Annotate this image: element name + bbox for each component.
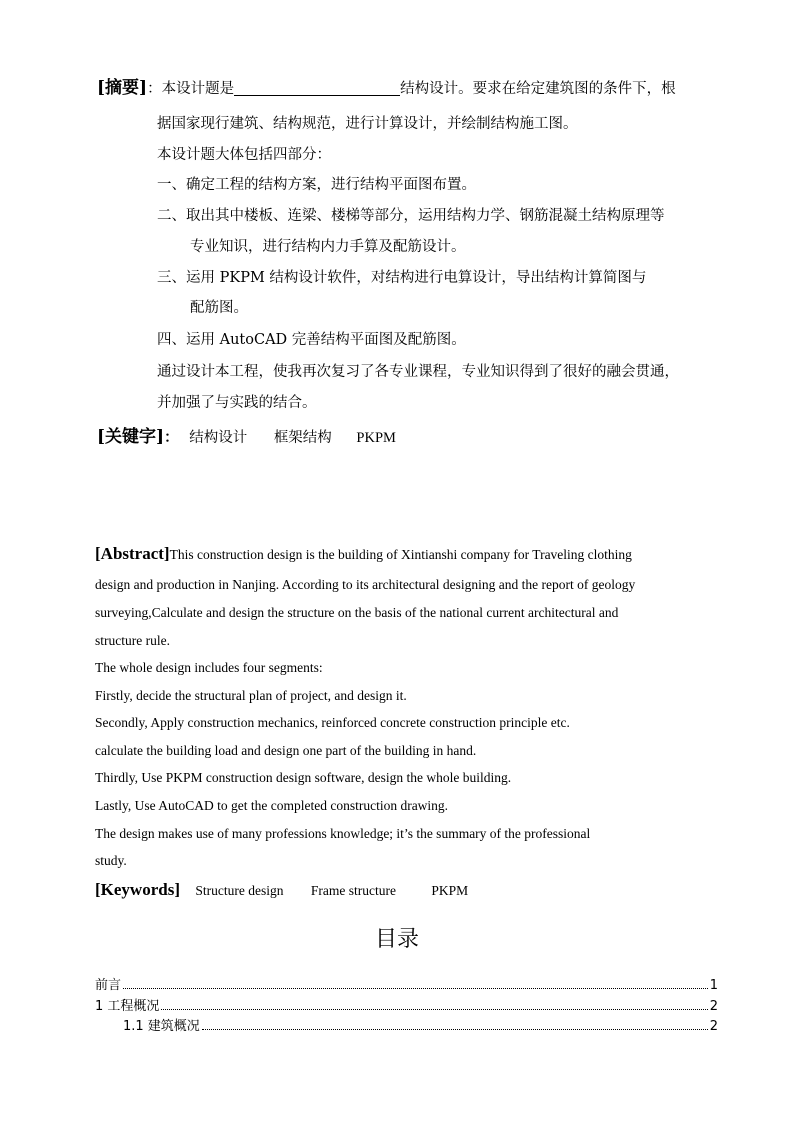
keywords-cn-colon: ：	[164, 429, 179, 446]
abstract-en-line-2: design and production in Nanjing. According to its architectural designing and the report of geology	[95, 577, 636, 592]
abstract-en-line-4: structure rule.	[95, 633, 170, 648]
abstract-en-line-5: The whole design includes four segments:	[95, 660, 323, 675]
abstract-cn-item-2a: 二、取出其中楼板、连梁、楼梯等部分，运用结构力学、钢筋混凝土结构原理等	[157, 208, 665, 224]
keywords-cn	[97, 427, 396, 448]
abstract-cn-tag: [摘要]	[97, 78, 148, 98]
toc-entry[interactable]	[95, 996, 718, 1014]
abstract-cn-item-3b: 配筋图。	[190, 300, 248, 316]
toc-entry-page: 2	[709, 1019, 718, 1034]
abstract-en-tag: [Abstract]	[95, 544, 170, 563]
abstract-cn-item-4: 四、运用 AutoCAD 完善结构平面图及配筋图。	[157, 332, 466, 348]
abstract-cn-intro-rest: 结构设计。要求在给定建筑图的条件下，根	[400, 81, 676, 97]
abstract-cn-line-1	[97, 78, 676, 99]
abstract-cn-line-2: 据国家现行建筑、结构规范，进行计算设计，并绘制结构施工图。	[157, 116, 578, 132]
keyword-cn-3: PKPM	[356, 430, 396, 446]
abstract-cn-item-2b: 专业知识，进行结构内力手算及配筋设计。	[190, 239, 466, 255]
abstract-cn-closing-2: 并加强了与实践的结合。	[157, 395, 317, 411]
abstract-en-line-9: Thirdly, Use PKPM construction design software, design the whole building.	[95, 770, 512, 785]
toc-leader	[202, 1029, 708, 1030]
abstract-cn-item-1: 一、确定工程的结构方案，进行结构平面图布置。	[157, 177, 476, 193]
keywords-cn-tag: [关键字]	[97, 427, 165, 447]
abstract-en-line-12: study.	[95, 853, 127, 868]
toc-entry-page: 2	[709, 999, 718, 1014]
abstract-en-line-6: Firstly, decide the structural plan of project, and design it.	[95, 688, 407, 703]
toc-entry[interactable]	[95, 975, 718, 993]
keywords-en-tag: [Keywords]	[95, 880, 180, 899]
abstract-cn-closing-1: 通过设计本工程，使我再次复习了各专业课程，专业知识得到了很好的融会贯通，	[157, 364, 679, 380]
keyword-en-1: Structure design	[195, 883, 284, 898]
abstract-en-line-11: The design makes use of many professions knowledge; it’s the summary of the professional	[95, 826, 591, 841]
toc-entry[interactable]	[123, 1016, 718, 1034]
toc-entry-label: 1 工程概况	[95, 999, 160, 1014]
keyword-cn-2: 框架结构	[273, 430, 332, 446]
abstract-en-line-1-text: This construction design is the building of Xintianshi company for Traveling clothing	[169, 547, 632, 562]
keyword-en-3: PKPM	[431, 883, 469, 898]
keyword-en-2: Frame structure	[310, 883, 396, 898]
abstract-en-line-8: calculate the building load and design one part of the building in hand.	[95, 743, 477, 758]
keyword-cn-1: 结构设计	[189, 430, 248, 446]
abstract-en-line-3: surveying,Calculate and design the structure on the basis of the national current architectural and	[95, 605, 619, 620]
abstract-cn-intro: ：本设计题是	[147, 81, 235, 97]
keywords-en	[95, 881, 468, 900]
abstract-en-line-1	[95, 545, 632, 564]
toc-entry-page: 1	[709, 978, 718, 993]
toc-entry-label: 1.1 建筑概况	[123, 1019, 200, 1034]
abstract-cn-line-3: 本设计题大体包括四部分：	[157, 147, 331, 163]
toc-title: 目录	[374, 927, 419, 952]
title-blank-line	[234, 80, 400, 96]
abstract-en-line-7: Secondly, Apply construction mechanics, reinforced concrete construction principle etc.	[95, 715, 570, 730]
toc-entry-label: 前言	[95, 978, 122, 993]
abstract-en-line-10: Lastly, Use AutoCAD to get the completed construction drawing.	[95, 798, 449, 813]
toc-leader	[161, 1009, 707, 1010]
abstract-cn-item-3a: 三、运用 PKPM 结构设计软件，对结构进行电算设计，导出结构计算简图与	[157, 270, 647, 286]
toc-leader	[123, 988, 708, 989]
